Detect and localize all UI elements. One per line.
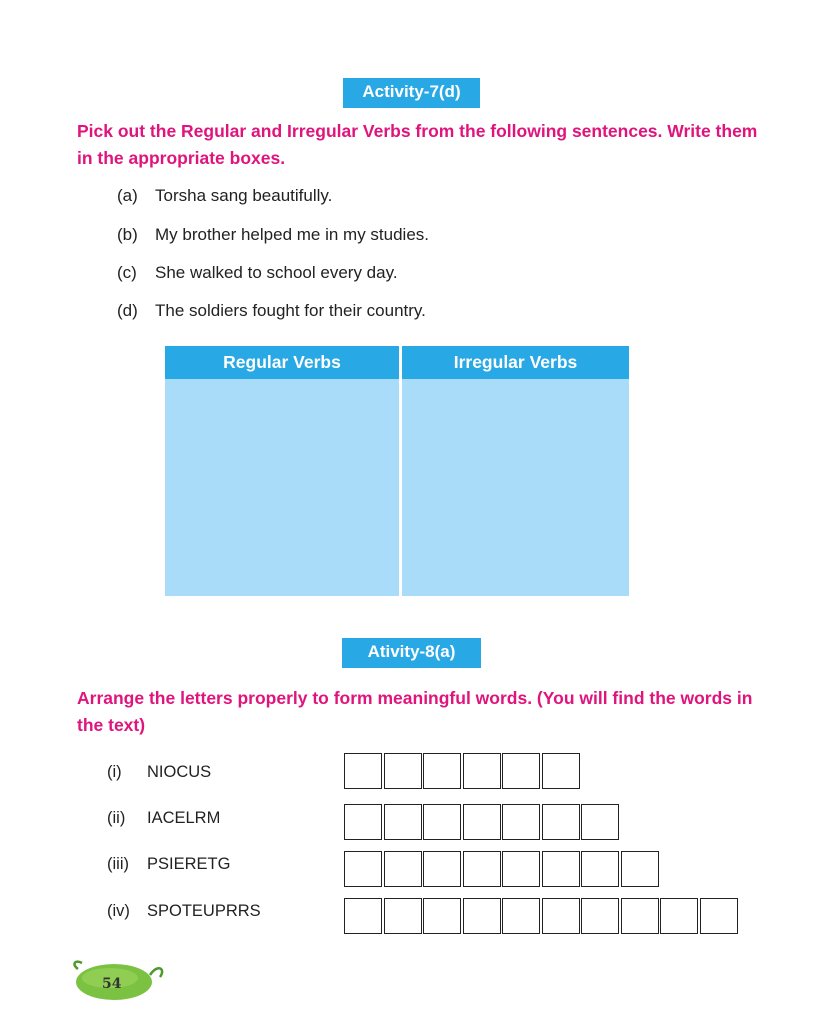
letter-box[interactable] [502,898,540,934]
letter-box[interactable] [463,898,501,934]
letter-box[interactable] [660,898,698,934]
answer-boxes-iv [344,898,739,935]
jumble-letters: IACELRM [147,809,221,827]
jumble-letters: SPOTEUPRRS [147,902,261,920]
letter-box[interactable] [463,851,501,887]
letter-box[interactable] [502,804,540,840]
sentence-text: Torsha sang beautifully. [155,186,333,205]
letter-box[interactable] [542,898,580,934]
letter-box[interactable] [384,804,422,840]
sentence-label: (d) [117,301,138,320]
letter-box[interactable] [621,898,659,934]
letter-box[interactable] [423,804,461,840]
jumble-letters: NIOCUS [147,763,212,781]
sentence-text: She walked to school every day. [155,263,398,282]
letter-box[interactable] [344,898,382,934]
sentence-b [117,225,429,245]
activity-7d-badge: Activity-7(d) [343,78,480,108]
irregular-verbs-header: Irregular Verbs [402,346,629,379]
letter-box[interactable] [581,898,619,934]
regular-verbs-header: Regular Verbs [165,346,399,379]
sentence-text: My brother helped me in my studies. [155,225,430,244]
jumble-label: (iv) [107,902,130,920]
answer-boxes-iii [344,851,660,888]
jumble-item-ii [107,808,220,828]
activity-8a-badge: Ativity-8(a) [342,638,481,668]
letter-box[interactable] [542,851,580,887]
sentence-d [117,301,426,321]
letter-box[interactable] [621,851,659,887]
regular-verbs-box[interactable] [165,346,399,596]
letter-box[interactable] [463,804,501,840]
sentence-label: (a) [117,186,138,205]
jumble-item-iii [107,854,230,874]
letter-box[interactable] [581,804,619,840]
sentence-label: (b) [117,225,138,244]
activity-7d-instruction: Pick out the Regular and Irregular Verbs from the following sentences. Write them in the appropriate boxes. [77,121,758,168]
answer-boxes-ii [344,804,621,841]
jumble-label: (iii) [107,855,129,873]
letter-box[interactable] [423,753,461,789]
letter-box[interactable] [344,851,382,887]
sentence-label: (c) [117,263,137,282]
sentence-c [117,263,398,283]
jumble-letters: PSIERETG [147,855,231,873]
letter-box[interactable] [344,804,382,840]
letter-box[interactable] [581,851,619,887]
letter-box[interactable] [542,753,580,789]
page-number-badge [70,955,170,1005]
activity-8a-instruction: Arrange the letters properly to form meaningful words. (You will find the words in the text) [77,688,753,735]
letter-box[interactable] [423,898,461,934]
answer-boxes-i [344,753,581,790]
letter-box[interactable] [502,753,540,789]
jumble-label: (i) [107,763,122,781]
jumble-label: (ii) [107,809,126,827]
jumble-item-iv [107,901,261,921]
letter-box[interactable] [502,851,540,887]
letter-box[interactable] [384,851,422,887]
jumble-item-i [107,762,211,782]
page-number: 54 [102,976,122,992]
sentence-text: The soldiers fought for their country. [155,301,426,320]
letter-box[interactable] [423,851,461,887]
letter-box[interactable] [700,898,738,934]
letter-box[interactable] [463,753,501,789]
sentence-a [117,186,332,206]
letter-box[interactable] [344,753,382,789]
irregular-verbs-box[interactable] [402,346,629,596]
letter-box[interactable] [384,898,422,934]
letter-box[interactable] [542,804,580,840]
letter-box[interactable] [384,753,422,789]
